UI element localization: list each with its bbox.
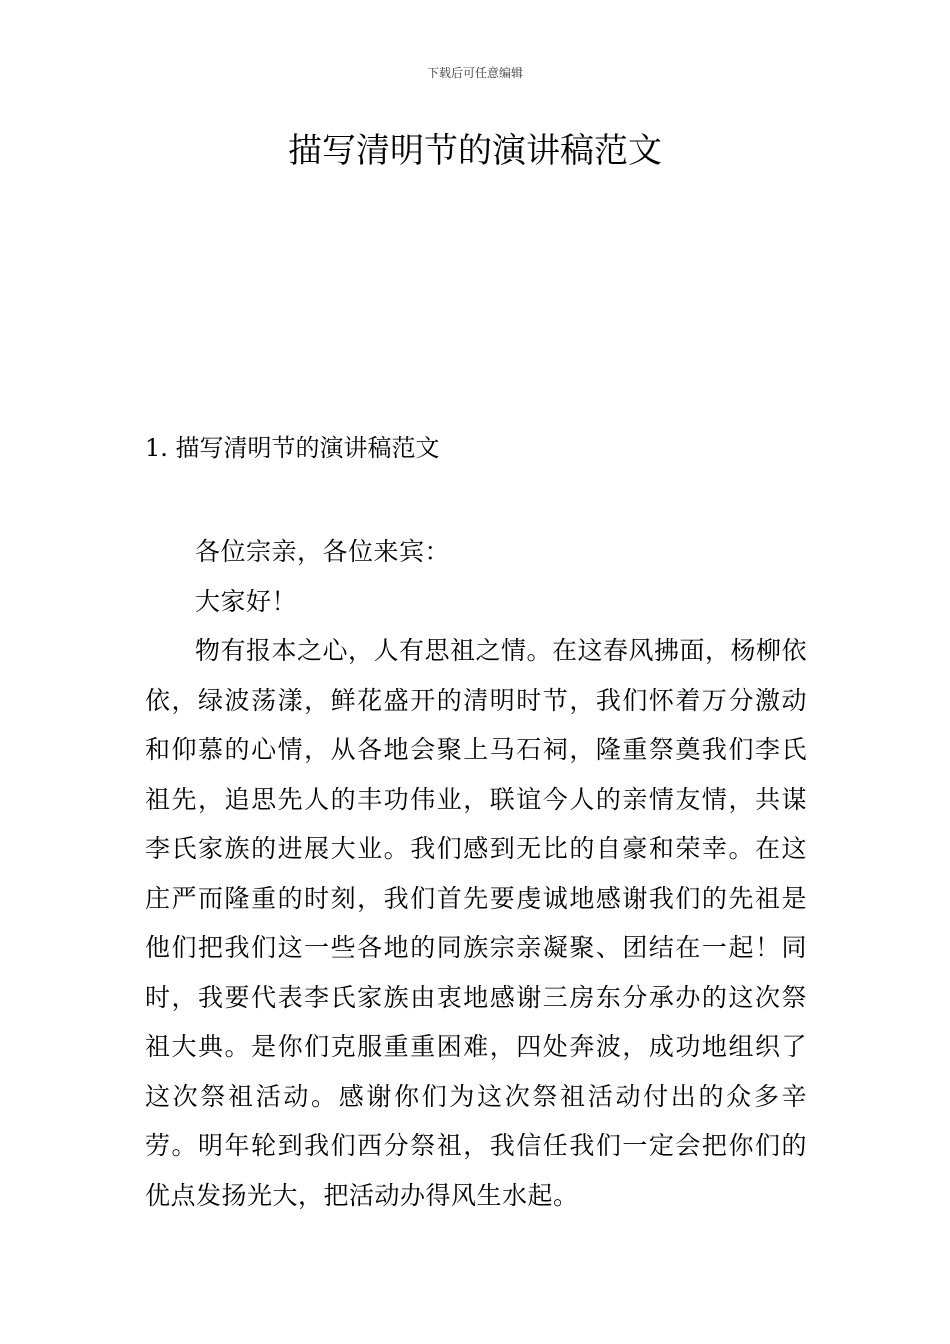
section-heading: 1. 描写清明节的演讲稿范文 <box>145 434 440 462</box>
salutation-paragraph: 大家好！ <box>195 586 298 616</box>
greeting-paragraph: 各位宗亲，各位来宾： <box>195 537 451 566</box>
document-title: 描写清明节的演讲稿范文 <box>288 131 662 171</box>
body-text <box>145 527 807 1220</box>
main-paragraph: 物有报本之心，人有思祖之情。在这春风拂面，杨柳依依，绿波荡漾，鲜花盛开的清明时节，我们怀着万分激动和仰慕的心情，从各地会聚上马石祠，隆重祭奠我们李氏祖先，追思先人的丰功伟业，联谊今人的亲情友情，共谋李氏家族的进展大业。我们感到无比的自豪和荣幸。在这庄严而隆重的时刻，我们首先要虔诚地感谢我们的先祖是他们把我们这一些各地的同族宗亲凝聚、团结在一起！同时，我要代表李氏家族由衷地感谢三房东分承办的这次祭祖大典。是你们克服重重困难，四处奔波，成功地组织了这次祭祖活动。感谢你们为这次祭祖活动付出的众多辛劳。明年轮到我们西分祭祖，我信任我们一定会把你们的优点发扬光大，把活动办得风生水起。 <box>145 636 808 1210</box>
header-note: 下载后可任意编辑 <box>426 66 523 80</box>
